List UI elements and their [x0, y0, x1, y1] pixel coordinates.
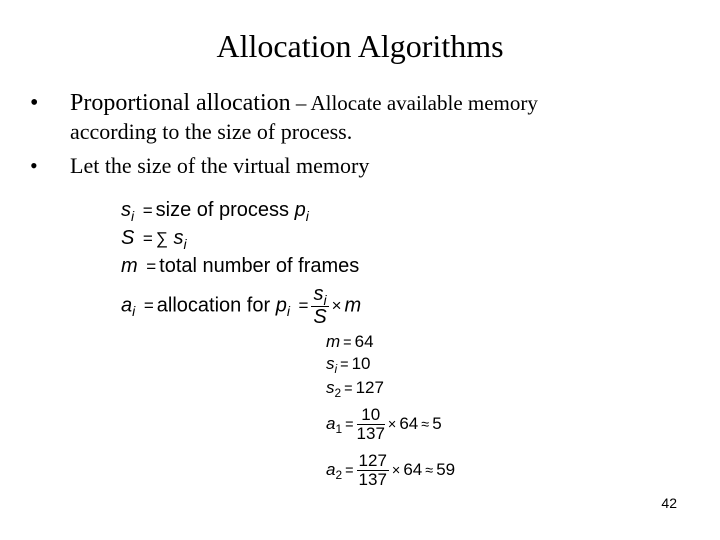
- var-S: S: [313, 306, 327, 328]
- approx-sign: ≈: [425, 462, 434, 479]
- denominator: 137: [356, 423, 385, 443]
- equals-sign: =: [340, 357, 349, 373]
- var-p: p: [275, 294, 287, 317]
- result: 5: [432, 413, 442, 433]
- sum-symbol: ∑: [155, 229, 168, 248]
- subscript-i: i: [334, 362, 338, 377]
- equals-sign: =: [142, 229, 153, 248]
- bullet-virtual-memory: [30, 152, 369, 180]
- page-number: 42: [661, 495, 677, 511]
- subscript-i: i: [183, 235, 187, 252]
- formula-S-definition: [121, 226, 187, 251]
- value: 10: [351, 354, 371, 373]
- var-m: m: [344, 294, 362, 317]
- example-a2-calculation: [326, 452, 455, 489]
- approx-sign: ≈: [421, 416, 430, 433]
- bullet-mark: •: [30, 90, 39, 116]
- fraction-127-over-137: [357, 452, 389, 489]
- var-s: s: [326, 354, 335, 373]
- equals-sign: =: [344, 381, 353, 397]
- var-s: s: [121, 199, 131, 221]
- bullet-text: Let the size of the virtual memory: [70, 153, 370, 178]
- example-m-value: [326, 332, 374, 353]
- formula-text: total number of frames: [159, 255, 360, 277]
- bullet-mark: •: [30, 153, 38, 178]
- formula-text: size of process: [155, 199, 290, 221]
- fraction-10-over-137: [357, 406, 385, 443]
- var-a: a: [326, 459, 336, 479]
- subscript-i: i: [131, 207, 135, 224]
- example-a1-calculation: [326, 406, 442, 443]
- equals-sign: =: [343, 335, 352, 351]
- bullet-continuation: according to the size of process.: [70, 119, 353, 144]
- subscript-i: i: [286, 303, 290, 320]
- var-m: m: [326, 332, 341, 351]
- equals-sign: =: [345, 416, 354, 433]
- multiplier: 64: [399, 413, 419, 433]
- fraction-s-over-S: [311, 284, 328, 328]
- formula-m-definition: [121, 254, 359, 279]
- result: 59: [436, 459, 456, 479]
- var-m: m: [121, 255, 138, 277]
- example-si-value: [326, 354, 371, 375]
- times-sign: ×: [387, 416, 397, 433]
- subscript-1: 1: [335, 421, 343, 436]
- times-sign: ×: [331, 296, 342, 316]
- subscript-i: i: [305, 207, 309, 224]
- equals-sign: =: [142, 201, 153, 220]
- var-S: S: [121, 227, 135, 249]
- multiplier: 64: [403, 459, 423, 479]
- bullet-proportional-allocation: [30, 89, 538, 117]
- bullet-text-large: Proportional allocation: [70, 90, 291, 116]
- numerator: 127: [358, 451, 387, 470]
- var-a: a: [326, 413, 336, 433]
- value: 127: [355, 378, 384, 397]
- equals-sign: =: [298, 296, 309, 316]
- subscript-i: i: [323, 291, 327, 308]
- subscript-i: i: [132, 303, 136, 320]
- formula-a-definition: [121, 284, 361, 328]
- equals-sign: =: [345, 462, 354, 479]
- denominator: 137: [358, 469, 387, 489]
- subscript-2: 2: [334, 386, 342, 401]
- times-sign: ×: [391, 462, 401, 479]
- slide-title: Allocation Algorithms: [216, 28, 504, 64]
- bullet-text-small: – Allocate available memory: [290, 91, 538, 115]
- var-s: s: [313, 283, 324, 305]
- value: 64: [354, 332, 374, 351]
- var-p: p: [294, 199, 306, 221]
- equals-sign: =: [143, 296, 154, 316]
- subscript-2: 2: [335, 467, 343, 482]
- formula-s-definition: [121, 198, 309, 223]
- var-s: s: [173, 227, 184, 249]
- example-s2-value: [326, 378, 384, 399]
- formula-text: allocation for: [156, 294, 271, 317]
- equals-sign: =: [146, 257, 157, 276]
- numerator: 10: [357, 406, 385, 425]
- var-a: a: [121, 294, 133, 317]
- var-s: s: [326, 378, 335, 397]
